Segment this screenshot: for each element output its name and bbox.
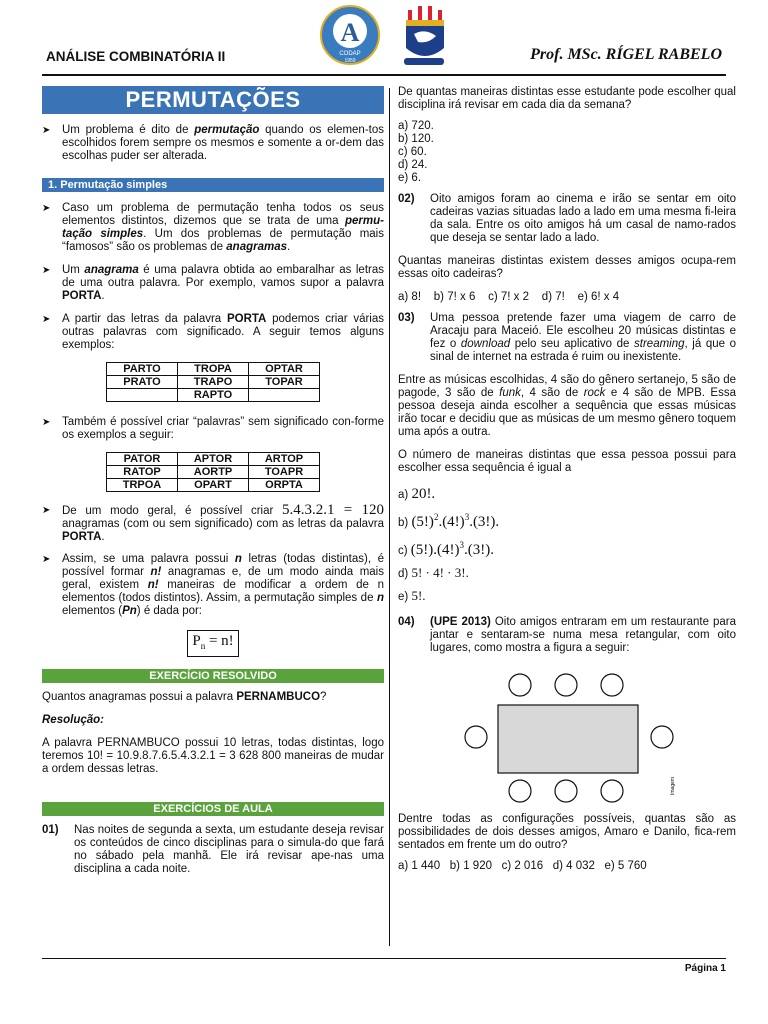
question-04: 04) (UPE 2013) Oito amigos entraram em um restaurante para jantar e sentaram-se numa mesa retangular, com oito lugares, como mostra a figura a seguir:	[398, 616, 737, 654]
arrow-bullet-icon: ➤	[42, 125, 51, 136]
arrow-bullet-icon: ➤	[42, 265, 51, 276]
intro-bullet: ➤ Um problema é dito de permutação quando os elemen-tos escolhidos forem sempre os mesmos e somente a or-dem das escolhas puder ser alterada.	[42, 124, 384, 162]
resolved-question: Quantos anagramas possui a palavra PERNAMBUCO?	[42, 691, 327, 703]
codap-logo	[318, 4, 382, 66]
page-number: Página 1	[684, 963, 726, 974]
question-03-continued: Entre as músicas escolhidas, 4 são do gênero sertanejo, 5 são de pagode, 3 são de funk, 4 são de rock e 4 são de MPB. Essa pessoa deseja ainda escolher a sequência que essas músicas irão tocar e decidiu que as músicas de um mesmo gênero toquem uma após a outra.	[398, 374, 736, 438]
seat-icon	[651, 726, 673, 748]
resolucao-label: Resolução:	[42, 714, 104, 726]
q03-option-d: d) 5! · 4! · 3!.	[398, 565, 469, 580]
restaurant-table-figure	[398, 655, 736, 805]
class-exercises-heading: EXERCÍCIOS DE AULA	[42, 802, 384, 816]
q01-option: c) 60.	[398, 146, 427, 158]
svg-text:1959: 1959	[344, 58, 356, 64]
professor-name: Prof. MSc. RÍGEL RABELO	[530, 46, 722, 63]
table-rectangle	[498, 705, 638, 773]
words-table: PARTO TROPA OPTAR PRATO TRAPO TOPAR RAPTO	[106, 362, 320, 402]
left-column	[42, 86, 384, 876]
header-rule	[42, 74, 726, 76]
resolved-exercise-heading: EXERCÍCIO RESOLVIDO	[42, 669, 384, 683]
q03-options	[398, 483, 736, 608]
seat-icon	[509, 674, 531, 696]
ufs-emblem	[400, 4, 448, 68]
arrow-bullet-icon: ➤	[42, 203, 51, 214]
question-04-continued: Dentre todas as configurações possíveis, quantas são as possibilidades de dois desses amigos, Amaro e Danilo, fica-rem sentados em frente um do outro?	[398, 813, 736, 851]
bullet-permutacao-simples: ➤ Caso um problema de permutação tenha todos os seus elementos distintos, dizemos que se trata de uma permu-tação simples. Um dos problemas de permutação mais “famosos” são os problemas de anagramas.	[42, 202, 384, 253]
svg-text:CODAP: CODAP	[339, 51, 361, 57]
footer-rule	[42, 958, 726, 959]
question-02: 02) Oito amigos foram ao cinema e irão se sentar em oito cadeiras vazias situadas lado a lado em uma mesma fi-leira da sala. Entre os oito amigos há um casal de namo-rados que deseja se sentar lado a lado.	[398, 193, 736, 244]
seat-icon	[555, 674, 577, 696]
column-divider	[389, 88, 390, 946]
seat-icon	[601, 780, 623, 802]
bullet-n-letras: ➤ Assim, se uma palavra possui n letras (todas distintas), é possível formar n! anagramas e, de um modo ainda mais geral, existem n! maneiras de modificar a ordem de n elementos (todos distintos). Assim, a permutação simples de n elementos (Pn) é dada por:	[42, 553, 384, 617]
arrow-bullet-icon: ➤	[42, 417, 51, 428]
svg-text:A: A	[340, 18, 360, 47]
q03-option-b: b) $(5!)^2.(4!)^3.(3!)$.	[398, 512, 500, 530]
bullet-anagrama: ➤ Um anagrama é uma palavra obtida ao embaralhar as letras de uma outra palavra. Por exemplo, vamos supor a palavra PORTA.	[42, 264, 384, 302]
svg-text:Imagem: Imagem	[670, 776, 676, 795]
seat-icon	[601, 674, 623, 696]
right-column	[398, 86, 736, 873]
bullet-modo-geral: ➤ De um modo geral, é possível criar 5.4.3.2.1 = 120 anagramas (com ou sem significado) com as letras da palavra PORTA.	[42, 502, 384, 543]
question-01: 01) Nas noites de segunda a sexta, um estudante deseja revisar os conteúdos de cinco disciplinas para o simula-do que fará no sábado pela manhã. Ele irá revisar ape-nas uma disciplina a cada noite.	[42, 824, 384, 875]
seat-icon	[509, 780, 531, 802]
question-01-continued: De quantas maneiras distintas esse estudante pode escolher qual disciplina irá revisar em cada dia da semana?	[398, 86, 736, 111]
q03-option-a: a) 20!.	[398, 486, 436, 502]
nonsense-words-table: PATOR APTOR ARTOP RATOP AORTP TOAPR TRPOA OPART ORPTA	[106, 452, 320, 492]
q02-options: a) 8! b) 7! x 6 c) 7! x 2 d) 7! e) 6! x 4	[398, 291, 620, 303]
q04-options: a) 1 440 b) 1 920 c) 2 016 d) 4 032 e) 5 760	[398, 860, 647, 872]
arrow-bullet-icon: ➤	[42, 505, 51, 516]
page-title: PERMUTAÇÕES	[42, 86, 384, 114]
q01-option: a) 720.	[398, 120, 434, 132]
bullet-sem-significado: ➤ Também é possível criar “palavras” sem significado con-forme os exemplos a seguir:	[42, 416, 384, 441]
q01-option: e) 6.	[398, 172, 422, 184]
arrow-bullet-icon: ➤	[42, 314, 51, 325]
q03-option-e: e) 5!.	[398, 588, 426, 603]
section-heading: 1. Permutação simples	[42, 178, 384, 192]
seat-icon	[555, 780, 577, 802]
bullet-porta: ➤ A partir das letras da palavra PORTA podemos criar várias outras palavras com significado. A seguir temos alguns exemplos:	[42, 313, 384, 351]
resolucao-text: A palavra PERNAMBUCO possui 10 letras, todas distintas, logo teremos 10! = 10.9.8.7.6.5.4.3.2.1 = 3 628 800 maneiras de mudar a ordem dessas letras.	[42, 737, 384, 775]
question-03-prompt: O número de maneiras distintas que essa pessoa possui para escolher essa sequência é igual a	[398, 449, 736, 474]
q01-option: d) 24.	[398, 159, 428, 171]
seat-icon	[465, 726, 487, 748]
permutation-formula: $P_n = n$!	[187, 630, 238, 657]
math-expression: 5.4.3.2.1 = 120	[282, 502, 384, 518]
question-03: 03) Uma pessoa pretende fazer uma viagem de carro de Aracaju para Maceió. Ele escolheu 20 músicas distintas e fez o download pelo seu aplicativo de streaming, já que o sinal de internet na estrada é ruim ou inexistente.	[398, 312, 736, 363]
q03-option-c: c) $(5!).(4!)^3.(3!)$.	[398, 540, 495, 558]
course-title: ANÁLISE COMBINATÓRIA II	[46, 49, 226, 64]
q01-option: b) 120.	[398, 133, 434, 145]
question-02-continued: Quantas maneiras distintas existem desses amigos ocupa-rem essas oito cadeiras?	[398, 255, 736, 280]
arrow-bullet-icon: ➤	[42, 554, 51, 565]
